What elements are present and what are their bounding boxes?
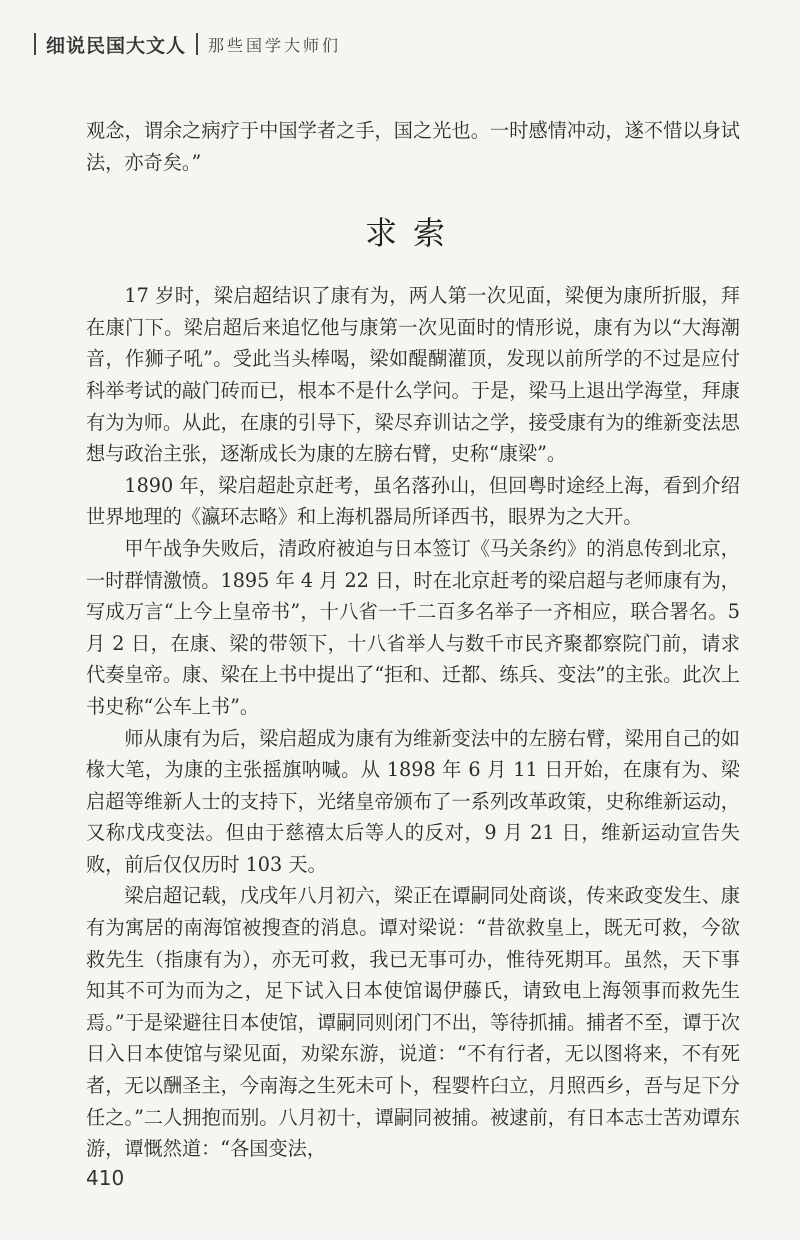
body-paragraph: 甲午战争失败后，清政府被迫与日本签订《马关条约》的消息传到北京，一时群情激愤。1895 年 4 月 22 日，时在北京赶考的梁启超与老师康有为，写成万言“上今上皇帝书”，十八省一千二百多名举子一齐相应，联合署名。5 月 2 日，在康、梁的带领下，十八省举人与数千市民齐聚都察院门前，请求代奏皇帝。康、梁在上书中提出了“拒和、迁都、练兵、变法”的主张。此次上书史称“公车上书”。 (86, 536, 740, 718)
body-paragraph: 梁启超记载，戊戌年八月初六，梁正在谭嗣同处商谈，传来政变发生、康有为寓居的南海馆被搜查的消息。谭对梁说：“昔欲救皇上，既无可救，今欲救先生（指康有为），亦无可救，我已无事可办，惟待死期耳。虽然，天下事知其不可为而为之，足下试入日本使馆谒伊藤氏，请致电上海领事而救先生焉。”于是梁避往日本使馆，谭嗣同则闭门不出，等待抓捕。捕者不至，谭于次日入日本使馆与梁见面，劝梁东游，说道：“不有行者，无以图将来，不有死者，无以酬圣主，今南海之生死未可卜，程婴杵臼立，月照西乡，吾与足下分任之。”二人拥抱而别。八月初十，谭嗣同被捕。被逮前，有日本志士苦劝谭东游，谭慨然道：“各国变法， (86, 884, 740, 1161)
running-header (34, 30, 341, 58)
body-paragraph: 17 岁时，梁启超结识了康有为，两人第一次见面，梁便为康所折服，拜在康门下。梁启超后来追忆他与康第一次见面时的情形说，康有为以“大海潮音，作狮子吼”。受此当头棒喝，梁如醍醐灌顶，发现以前所学的不过是应付科举考试的敲门砖而已，根本不是什么学问。于是，梁马上退出学海堂，拜康有为为师。从此，在康的引导下，梁尽弃训诂之学，接受康有为的维新变法思想与政治主张，逐渐成长为康的左膀右臂，史称“康梁”。 (86, 284, 740, 466)
section-title: 求索 (364, 214, 461, 253)
lead-paragraph: 观念，谓余之病疗于中国学者之手，国之光也。一时感情冲动，遂不惜以身试法，亦奇矣。” (86, 119, 740, 174)
page-number: 410 (86, 1166, 125, 1190)
header-divider (196, 33, 198, 55)
book-subtitle: 那些国学大师们 (208, 35, 342, 55)
header-divider (34, 33, 36, 55)
body-paragraph: 师从康有为后，梁启超成为康有为维新变法中的左膀右臂，梁用自己的如椽大笔，为康的主张摇旗呐喊。从 1898 年 6 月 11 日开始，在康有为、梁启超等维新人士的支持下，光绪皇帝颁布了一系列改革政策，史称维新运动，又称戊戌变法。但由于慈禧太后等人的反对，9 月 21 日，维新运动宣告失败，前后仅仅历时 103 天。 (86, 726, 740, 876)
series-title: 细说民国大文人 (46, 34, 187, 57)
body-paragraph: 1890 年，梁启超赴京赶考，虽名落孙山，但回粤时途经上海，看到介绍世界地理的《瀛环志略》和上海机器局所译西书，眼界为之大开。 (86, 473, 740, 529)
page-body (86, 115, 740, 1165)
